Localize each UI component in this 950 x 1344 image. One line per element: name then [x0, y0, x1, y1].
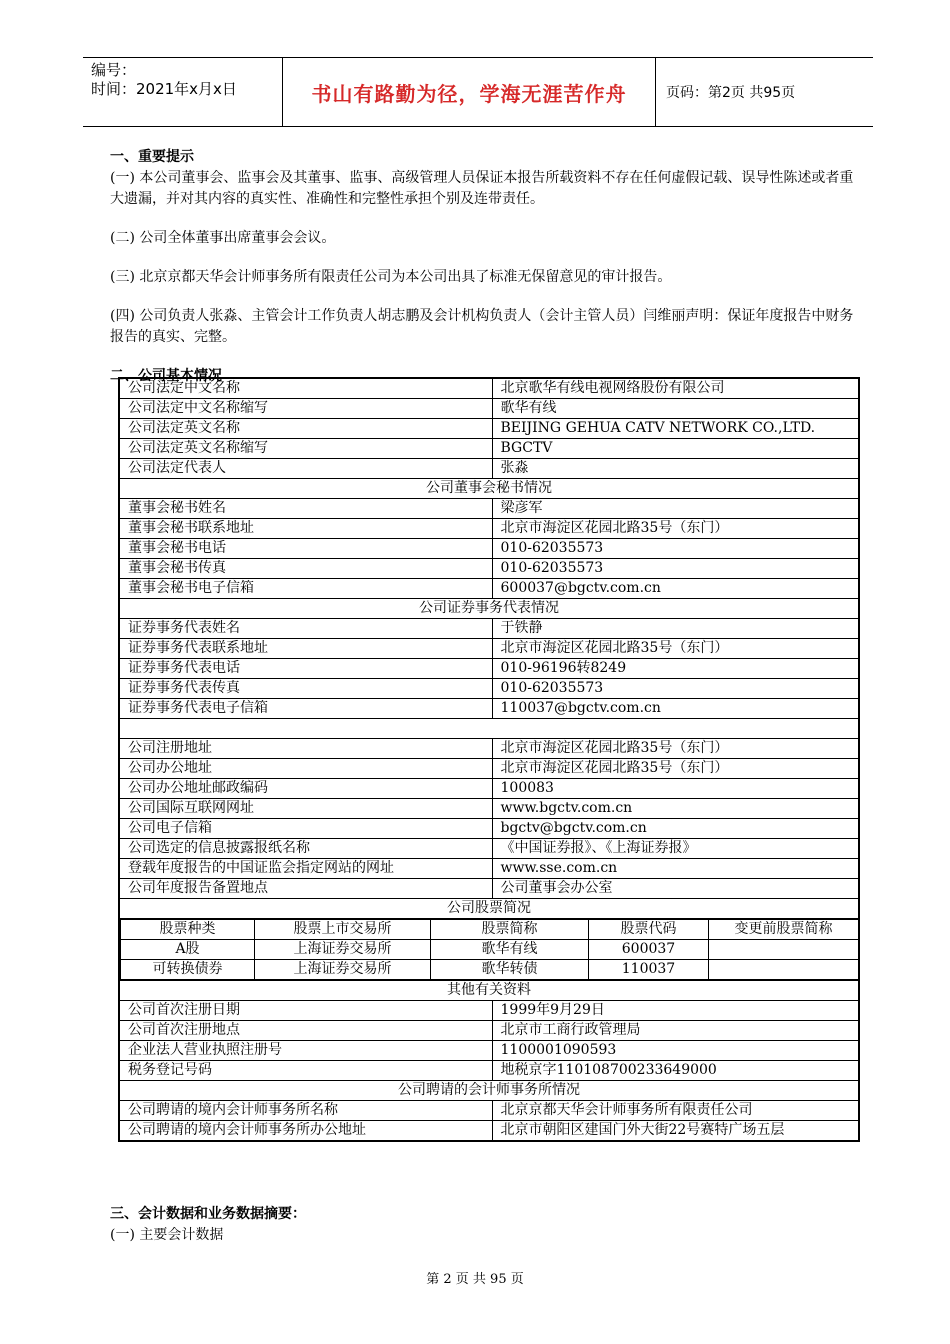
field-value: 010-62035573	[492, 559, 859, 579]
section3	[110, 1204, 306, 1246]
time-label: 时间：2021年x月x日	[91, 80, 237, 98]
stock-cell: 上海证券交易所	[255, 960, 431, 980]
field-value: 张淼	[492, 459, 859, 479]
field-value: 1100001090593	[492, 1041, 859, 1061]
field-label: 公司法定中文名称缩写	[119, 399, 492, 419]
table-row	[119, 779, 859, 799]
field-label: 公司注册地址	[119, 739, 492, 759]
page-header	[83, 57, 873, 127]
field-value: www.bgctv.com.cn	[492, 799, 859, 819]
field-label: 证券事务代表电话	[119, 659, 492, 679]
table-row	[119, 659, 859, 679]
table-row	[119, 879, 859, 899]
table-row	[119, 859, 859, 879]
field-label: 证券事务代表姓名	[119, 619, 492, 639]
table-row	[119, 1001, 859, 1021]
table-row	[119, 539, 859, 559]
field-label: 公司选定的信息披露报纸名称	[119, 839, 492, 859]
stock-heading: 公司股票简况	[119, 899, 859, 919]
stock-header-cell: 股票简称	[431, 920, 589, 940]
field-label: 公司聘请的境内会计师事务所名称	[119, 1101, 492, 1121]
field-label: 证券事务代表联系地址	[119, 639, 492, 659]
field-label: 公司国际互联网网址	[119, 799, 492, 819]
table-row	[119, 1061, 859, 1081]
stock-cell: 歌华有线	[431, 940, 589, 960]
section-row	[119, 1081, 859, 1101]
field-value: 北京市海淀区花园北路35号（东门）	[492, 519, 859, 539]
section1-p4: (四) 公司负责人张淼、主管会计工作负责人胡志鹏及会计机构负责人（会计主管人员）闫维丽声明：保证年度报告中财务报告的真实、完整。	[110, 308, 854, 345]
table-row	[119, 1021, 859, 1041]
other-info-heading: 其他有关资料	[119, 981, 859, 1001]
table-row	[119, 619, 859, 639]
field-value: 于铁静	[492, 619, 859, 639]
stock-header-cell: 股票代码	[589, 920, 709, 940]
field-label: 董事会秘书联系地址	[119, 519, 492, 539]
field-value: 100083	[492, 779, 859, 799]
table-row	[119, 519, 859, 539]
field-label: 公司办公地址邮政编码	[119, 779, 492, 799]
section2-title: 二、公司基本情况	[110, 368, 222, 384]
table-row	[119, 799, 859, 819]
company-info-table	[118, 377, 860, 1142]
header-motto: 书山有路勤为径，学海无涯苦作舟	[283, 58, 656, 126]
stock-cell: 歌华转债	[431, 960, 589, 980]
field-value: 地税京字110108700233649000	[492, 1061, 859, 1081]
field-label: 证券事务代表传真	[119, 679, 492, 699]
field-label: 董事会秘书传真	[119, 559, 492, 579]
field-value: 北京市工商行政管理局	[492, 1021, 859, 1041]
field-label: 公司办公地址	[119, 759, 492, 779]
table-row	[119, 439, 859, 459]
field-value: 公司董事会办公室	[492, 879, 859, 899]
field-value: 010-96196转8249	[492, 659, 859, 679]
field-label: 公司聘请的境内会计师事务所办公地址	[119, 1121, 492, 1142]
stock-cell: 可转换债券	[121, 960, 255, 980]
table-row	[119, 419, 859, 439]
table-row	[119, 759, 859, 779]
securities-rep-heading: 公司证券事务代表情况	[119, 599, 859, 619]
blank-row	[119, 719, 859, 739]
field-value: bgctv@bgctv.com.cn	[492, 819, 859, 839]
section1-p2: (二) 公司全体董事出席董事会会议。	[110, 230, 336, 246]
document-body	[110, 147, 855, 387]
stock-cell: 110037	[589, 960, 709, 980]
section3-sub: (一) 主要会计数据	[110, 1227, 224, 1243]
section1-p1: (一) 本公司董事会、监事会及其董事、监事、高级管理人员保证本报告所载资料不存在任何虚假记载、误导性陈述或者重大遗漏，并对其内容的真实性、准确性和完整性承担个别及连带责任。	[110, 170, 854, 207]
field-label: 税务登记号码	[119, 1061, 492, 1081]
field-value: 北京京都天华会计师事务所有限责任公司	[492, 1101, 859, 1121]
field-label: 登载年度报告的中国证监会指定网站的网址	[119, 859, 492, 879]
field-label: 公司法定英文名称缩写	[119, 439, 492, 459]
header-meta	[83, 58, 283, 126]
field-label: 董事会秘书电话	[119, 539, 492, 559]
stock-cell: 600037	[589, 940, 709, 960]
field-value: 010-62035573	[492, 679, 859, 699]
field-value: 1999年9月29日	[492, 1001, 859, 1021]
field-value: 北京市海淀区花园北路35号（东门）	[492, 759, 859, 779]
field-label: 董事会秘书姓名	[119, 499, 492, 519]
field-value: 北京市海淀区花园北路35号（东门）	[492, 739, 859, 759]
table-row	[119, 399, 859, 419]
field-value: BGCTV	[492, 439, 859, 459]
table-row	[119, 1041, 859, 1061]
section-row	[119, 981, 859, 1001]
field-label: 公司首次注册日期	[119, 1001, 492, 1021]
stock-header-cell: 股票种类	[121, 920, 255, 940]
stock-row	[121, 960, 859, 980]
page-footer: 第 2 页 共 95 页	[426, 1272, 524, 1287]
section-row	[119, 479, 859, 499]
table-row	[119, 1121, 859, 1142]
table-row	[119, 459, 859, 479]
stock-cell: 上海证券交易所	[255, 940, 431, 960]
auditor-heading: 公司聘请的会计师事务所情况	[119, 1081, 859, 1101]
section1-p3: (三) 北京京都天华会计师事务所有限责任公司为本公司出具了标准无保留意见的审计报告。	[110, 269, 672, 285]
field-label: 企业法人营业执照注册号	[119, 1041, 492, 1061]
stock-table	[120, 919, 859, 980]
table-row	[119, 1101, 859, 1121]
table-row	[119, 839, 859, 859]
table-row	[119, 378, 859, 399]
stock-row	[121, 940, 859, 960]
section-row	[119, 899, 859, 919]
table-row	[119, 739, 859, 759]
field-label: 公司法定代表人	[119, 459, 492, 479]
stock-table-cell	[119, 919, 859, 981]
stock-cell: A股	[121, 940, 255, 960]
stock-header-cell: 股票上市交易所	[255, 920, 431, 940]
table-row	[119, 499, 859, 519]
table-row	[119, 559, 859, 579]
field-label: 公司年度报告备置地点	[119, 879, 492, 899]
table-row	[119, 639, 859, 659]
blank-cell	[119, 719, 859, 739]
table-row	[119, 679, 859, 699]
field-value: BEIJING GEHUA CATV NETWORK CO.,LTD.	[492, 419, 859, 439]
stock-table-row	[119, 919, 859, 981]
table-row	[119, 819, 859, 839]
field-label: 董事会秘书电子信箱	[119, 579, 492, 599]
stock-header-row	[121, 920, 859, 940]
field-label: 证券事务代表电子信箱	[119, 699, 492, 719]
field-value: 600037@bgctv.com.cn	[492, 579, 859, 599]
field-label: 公司电子信箱	[119, 819, 492, 839]
field-value: 北京市朝阳区建国门外大街22号赛特广场五层	[492, 1121, 859, 1142]
stock-cell	[709, 940, 859, 960]
table-row	[119, 579, 859, 599]
header-page-label: 页码：第2页 共95页	[666, 85, 796, 101]
section3-title: 三、会计数据和业务数据摘要：	[110, 1206, 306, 1222]
stock-cell	[709, 960, 859, 980]
field-value: 北京市海淀区花园北路35号（东门）	[492, 639, 859, 659]
field-label: 公司首次注册地点	[119, 1021, 492, 1041]
field-value: 北京歌华有线电视网络股份有限公司	[492, 378, 859, 399]
field-label: 公司法定中文名称	[119, 378, 492, 399]
board-secretary-heading: 公司董事会秘书情况	[119, 479, 859, 499]
section-row	[119, 599, 859, 619]
field-label: 公司法定英文名称	[119, 419, 492, 439]
field-value: 梁彦军	[492, 499, 859, 519]
stock-header-cell: 变更前股票简称	[709, 920, 859, 940]
field-value: 《中国证券报》、《上海证券报》	[492, 839, 859, 859]
field-value: 010-62035573	[492, 539, 859, 559]
section1-title: 一、重要提示	[110, 149, 194, 165]
table-row	[119, 699, 859, 719]
field-value: www.sse.com.cn	[492, 859, 859, 879]
number-label: 编号：	[91, 61, 137, 79]
field-value: 110037@bgctv.com.cn	[492, 699, 859, 719]
field-value: 歌华有线	[492, 399, 859, 419]
